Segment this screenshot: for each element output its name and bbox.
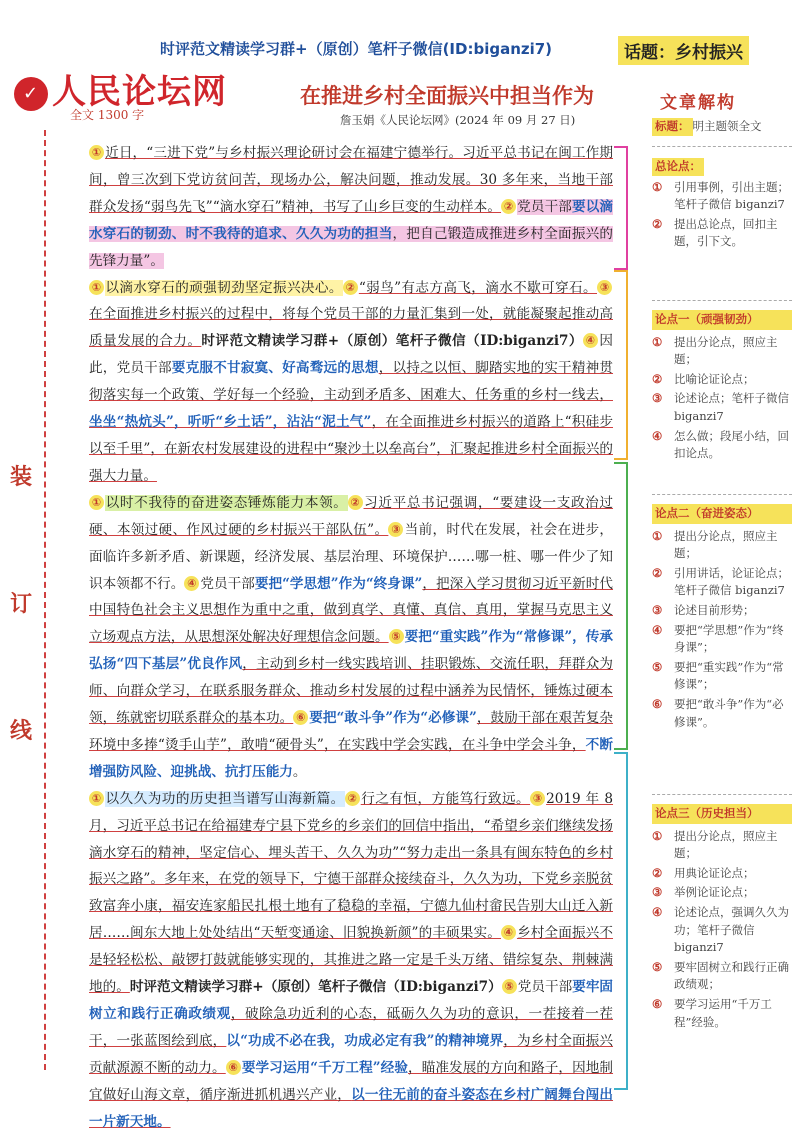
sidebar-item: [652, 904, 792, 957]
text: 乡村全面振兴不是轻轻松松、敲锣打鼓就能够实现的，其推进之路一定是千头万绪、错综复杂、荆棘满地的。: [89, 925, 614, 996]
sidebar-sec2: [652, 504, 792, 733]
text: ，主动到乡村一线实践培训、挂职锻炼、交流任职，拜群众为师、向群众学习，在联系服务群众、推动乡村发展的过程中涵养为民情怀，锤炼过硬本领，练就密切联系群众的基本功。: [89, 656, 613, 727]
text: 要牢固树立和践行正确政绩观: [89, 979, 614, 1022]
binding-char: 订: [9, 592, 32, 617]
sidebar-num: ②: [652, 216, 663, 231]
sidebar-num: ②: [652, 865, 663, 880]
marker: ④: [184, 576, 199, 591]
text: ，以持之以恒、脚踏实地的实干精神贯彻落实每一个政策、学好每一个经验，主动到矛盾多、困难大、任务重的乡村一线去，: [89, 360, 614, 404]
text: 近日，“三进下党”与乡村振兴理论研讨会在福建宁德举行。习近平总书记在闽工作期间，曾三次到下党访贫问苦，现场办公，解决问题，推动发展。30 多年来，当地干部群众发扬“弱鸟先飞”“滴水穿石”精神，书写了山乡巨变的生动样本。: [89, 145, 613, 215]
marker: ②: [343, 280, 358, 295]
sidebar-divider: [652, 794, 792, 795]
sidebar-num: ①: [652, 528, 663, 543]
marker: ④: [583, 333, 598, 348]
text: 以滴水穿石的顽强韧劲坚定振兴决心。: [105, 279, 343, 296]
sidebar-text: 明主题领全文: [692, 119, 762, 133]
sidebar-title-block: [652, 118, 792, 139]
sidebar-item: [652, 390, 792, 425]
sidebar-item: [652, 696, 792, 731]
bracket-sec1: [614, 270, 628, 460]
sidebar-text: 举例论证论点；: [674, 885, 755, 900]
article-title: 在推进乡村全面振兴中担当作为: [300, 84, 594, 108]
sidebar-text: 要牢固树立和践行正确政绩观；: [674, 959, 789, 992]
sidebar-item: [652, 622, 792, 657]
article-body: [86, 140, 616, 1136]
marker: ①: [89, 280, 104, 295]
text: 党员干部: [517, 979, 573, 996]
sidebar-text: 论述目前形势；: [674, 602, 755, 617]
sidebar-text: 提出分论点，照应主题；: [674, 334, 778, 367]
text: 当前，时代在发展，社会在进步，面临许多新矛盾、新课题，经济发展、基层治理、环境保护……哪一桩、哪一件少了知识本领都不行。: [89, 521, 613, 592]
sidebar-text: 引用讲话，论证论点；笔杆子微信 biganzi7: [674, 565, 789, 598]
sidebar-head: 论点二（奋进姿态）: [652, 504, 792, 524]
sidebar-text: 引用事例，引出主题；笔杆子微信 biganzi7: [674, 179, 789, 212]
sidebar-head: 论点三（历史担当）: [652, 804, 792, 824]
text: ，把自己锻造成推进乡村全面振兴的先锋力量”。: [89, 225, 613, 269]
binding-dashed-line: [44, 130, 46, 1070]
text: 行之有恒，方能笃行致远。: [360, 790, 531, 807]
paragraph-sec3: [86, 786, 616, 1136]
paragraph-intro: [86, 140, 616, 275]
sidebar-item: [652, 659, 792, 694]
sidebar-text: 要学习运用“千万工程”经验。: [674, 996, 772, 1029]
text: 要把“敢斗争”作为“必修课”: [309, 710, 477, 727]
text: ，为乡村全面振兴贡献源源不断的动力。: [89, 1032, 614, 1076]
sidebar-sec1: [652, 310, 792, 465]
sidebar-text: 论述论点；笔杆子微信 biganzi7: [674, 391, 789, 423]
sidebar-item: [652, 602, 792, 620]
sidebar-divider: [652, 300, 792, 301]
sidebar-item: [652, 884, 792, 902]
sidebar-item: [652, 865, 792, 883]
binding-char: 线: [9, 719, 32, 744]
watermark-text: 时评范文精读学习群+（原创）笔杆子微信（ID:biganzi7）: [201, 333, 583, 350]
sidebar-text: 怎么做；段尾小结，回扣论点。: [674, 428, 789, 461]
marker: ②: [348, 495, 363, 510]
marker: ③: [388, 522, 403, 537]
marker: ⑥: [226, 1060, 241, 1075]
sidebar-num: ③: [652, 885, 663, 900]
sidebar-head: 总论点：: [652, 158, 704, 176]
bracket-intro: [614, 146, 628, 270]
marker: ③: [597, 280, 612, 295]
paragraph-sec1: [86, 275, 616, 490]
text: ，在全面推进乡村振兴的道路上“积硅步以至千里”，在新农村发展建设的进程中“聚沙土以垒高台”，汇聚起推进乡村全面振兴的强大力量。: [89, 414, 613, 484]
sidebar-intro: [652, 158, 792, 253]
sidebar-item: [652, 996, 792, 1031]
sidebar-tag: 标题：: [652, 118, 693, 136]
text: 要学习运用“千万工程”经验: [241, 1059, 409, 1076]
text: 因此，党员干部: [89, 333, 614, 377]
marker: ①: [89, 791, 104, 806]
sidebar-num: ②: [652, 371, 663, 386]
sidebar-num: ①: [652, 828, 663, 843]
marker: ②: [501, 199, 516, 214]
marker: ④: [501, 925, 516, 940]
bracket-sec3: [614, 752, 628, 1090]
sidebar-sec3: [652, 804, 792, 1033]
marker: ②: [345, 791, 360, 806]
sidebar-item: [652, 334, 792, 369]
sidebar-num: ③: [652, 602, 663, 617]
sidebar-text: 要把“学思想”作为“终身课”；: [674, 622, 784, 655]
article-byline: 詹玉娟《人民论坛网》(2024 年 09 月 27 日): [340, 113, 576, 127]
sidebar-text: 提出分论点，照应主题；: [674, 528, 778, 561]
text: 。: [292, 763, 307, 780]
marker: ⑤: [502, 979, 517, 994]
sidebar-item: [652, 528, 792, 563]
marker: ①: [89, 495, 104, 510]
sidebar-divider: [652, 494, 792, 495]
sidebar-item: [652, 428, 792, 463]
sidebar-text: 提出总论点，回扣主题，引下文。: [674, 216, 778, 249]
sidebar-num: ⑥: [652, 696, 663, 711]
sidebar-text: 论述论点，强调久久为功；笔杆子微信 biganzi7: [674, 904, 789, 955]
text: 不断增强防风险、迎挑战、抗打压能力: [89, 736, 614, 780]
text: 要把“学思想”作为“终身课”: [254, 575, 423, 592]
binding-line-label: [8, 460, 34, 841]
sidebar-text: 比喻论证论点；: [674, 371, 755, 386]
sidebar-item: [652, 959, 792, 994]
sidebar-num: ③: [652, 391, 663, 406]
marker: ⑥: [293, 710, 308, 725]
text: “弱鸟”有志方高飞，滴水不歇可穿石。: [358, 279, 597, 296]
paragraph-sec2: [86, 490, 616, 786]
sidebar-item: [652, 179, 792, 214]
logo-text: 人民论坛网: [52, 72, 227, 112]
sidebar-text: 提出分论点，照应主题；: [674, 828, 778, 861]
sidebar-item: [652, 371, 792, 389]
text: 要以滴水穿石的韧劲、时不我待的追求、久久为功的担当: [89, 198, 614, 242]
sidebar-num: ④: [652, 428, 663, 443]
text: ，瞄准发展的方向和路子，因地制宜做好山海文章，循序渐进抓机遇兴产业，: [89, 1059, 614, 1103]
sidebar-num: ①: [652, 334, 663, 349]
text: ，破除急功近利的心态，砥砺久久为功的意识，一茬接着一茬干，一张蓝图绘到底，: [89, 1006, 613, 1049]
sidebar-num: ②: [652, 565, 663, 580]
text: ，把深入学习贯彻习近平新时代中国特色社会主义思想作为重中之重，做到真学、真懂、真信、真用，掌握马克思主义立场观点方法，从思想深处解决好理想信念问题。: [89, 575, 614, 646]
text: 坐坐“热炕头”，听听“乡土话”，沾沾“泥土气”: [89, 414, 372, 431]
sidebar-num: ⑥: [652, 996, 663, 1011]
header-group-info: 时评范文精读学习群+（原创）笔杆子微信(ID:biganzi7): [160, 40, 553, 58]
sidebar-text: 要把“敢斗争”作为“必修课”。: [674, 696, 784, 729]
text: 以久久为功的历史担当谱写山海新篇。: [105, 790, 345, 807]
sidebar-item: [652, 828, 792, 863]
sidebar-divider: [652, 146, 792, 147]
word-count: 全文 1300 字: [70, 108, 145, 122]
sidebar-text: 用典论证论点；: [674, 865, 755, 880]
binding-char: 装: [9, 465, 32, 490]
bracket-sec2: [614, 462, 628, 750]
sidebar-title: 文章解构: [660, 93, 736, 113]
sidebar-num: ④: [652, 904, 663, 919]
text: 要把“重实践”作为“常修课”，传承弘扬“四下基层”优良作风: [89, 629, 613, 673]
sidebar-num: ④: [652, 622, 663, 637]
marker: ①: [89, 145, 104, 160]
watermark-text: 时评范文精读学习群+（原创）笔杆子微信（ID:biganzi7）: [129, 979, 502, 996]
sidebar-head: 论点一（顽强韧劲）: [652, 310, 792, 330]
sidebar-num: ⑤: [652, 659, 663, 674]
text: 以一往无前的奋斗姿态在乡村广阔舞台闯出一片新天地。: [89, 1086, 614, 1130]
text: ，鼓励干部在艰苦复杂环境中多捧“烫手山芋”，敢啃“硬骨头”，在实践中学会实践，在斗争中学会斗争，: [89, 710, 614, 753]
text: 2019 年 8 月，习近平总书记在给福建寿宁县下党乡的乡亲们的回信中指出，“希望乡亲们继续发扬滴水穿石的精神，坚定信心、埋头苦干、久久为功”“努力走出一条具有闽东特色的乡村振兴之路”。多年来，在党的领导下，宁德干部群众接续奋斗，久久为功，下党乡亲脱贫致富奔小康，福安连家船民扎根土地有了稳稳的幸福，宁德九仙村畲民告别大山迁入新居……闽东大地上处处结出“天堑变通途、旧貌换新颜”的丰硕果实。: [89, 790, 614, 942]
topic-tag: 话题：乡村振兴: [618, 36, 749, 65]
sidebar-num: ①: [652, 179, 663, 194]
marker: ⑤: [389, 629, 404, 644]
sidebar-item: [652, 216, 792, 251]
text: 习近平总书记强调，“要建设一支政治过硬、本领过硬、作风过硬的乡村振兴干部队伍”。: [89, 494, 614, 538]
logo-mark-icon: ✓: [14, 77, 48, 111]
text: 以“功成不必在我，功成必定有我”的精神境界: [226, 1032, 504, 1049]
text: 以时不我待的奋进姿态锤炼能力本领。: [105, 494, 348, 511]
text: 党员干部: [200, 575, 255, 592]
text: 在全面推进乡村振兴的过程中，将每个党员干部的力量汇集到一处，就能凝聚起推动高质量发展的合力。: [89, 306, 613, 350]
marker: ③: [530, 791, 545, 806]
sidebar-text: 要把“重实践”作为“常修课”；: [674, 659, 784, 692]
text: 党员干部: [517, 198, 572, 215]
text: 要克服不甘寂寞、好高骛远的思想: [171, 360, 379, 377]
sidebar-item: [652, 565, 792, 600]
sidebar-num: ⑤: [652, 959, 663, 974]
